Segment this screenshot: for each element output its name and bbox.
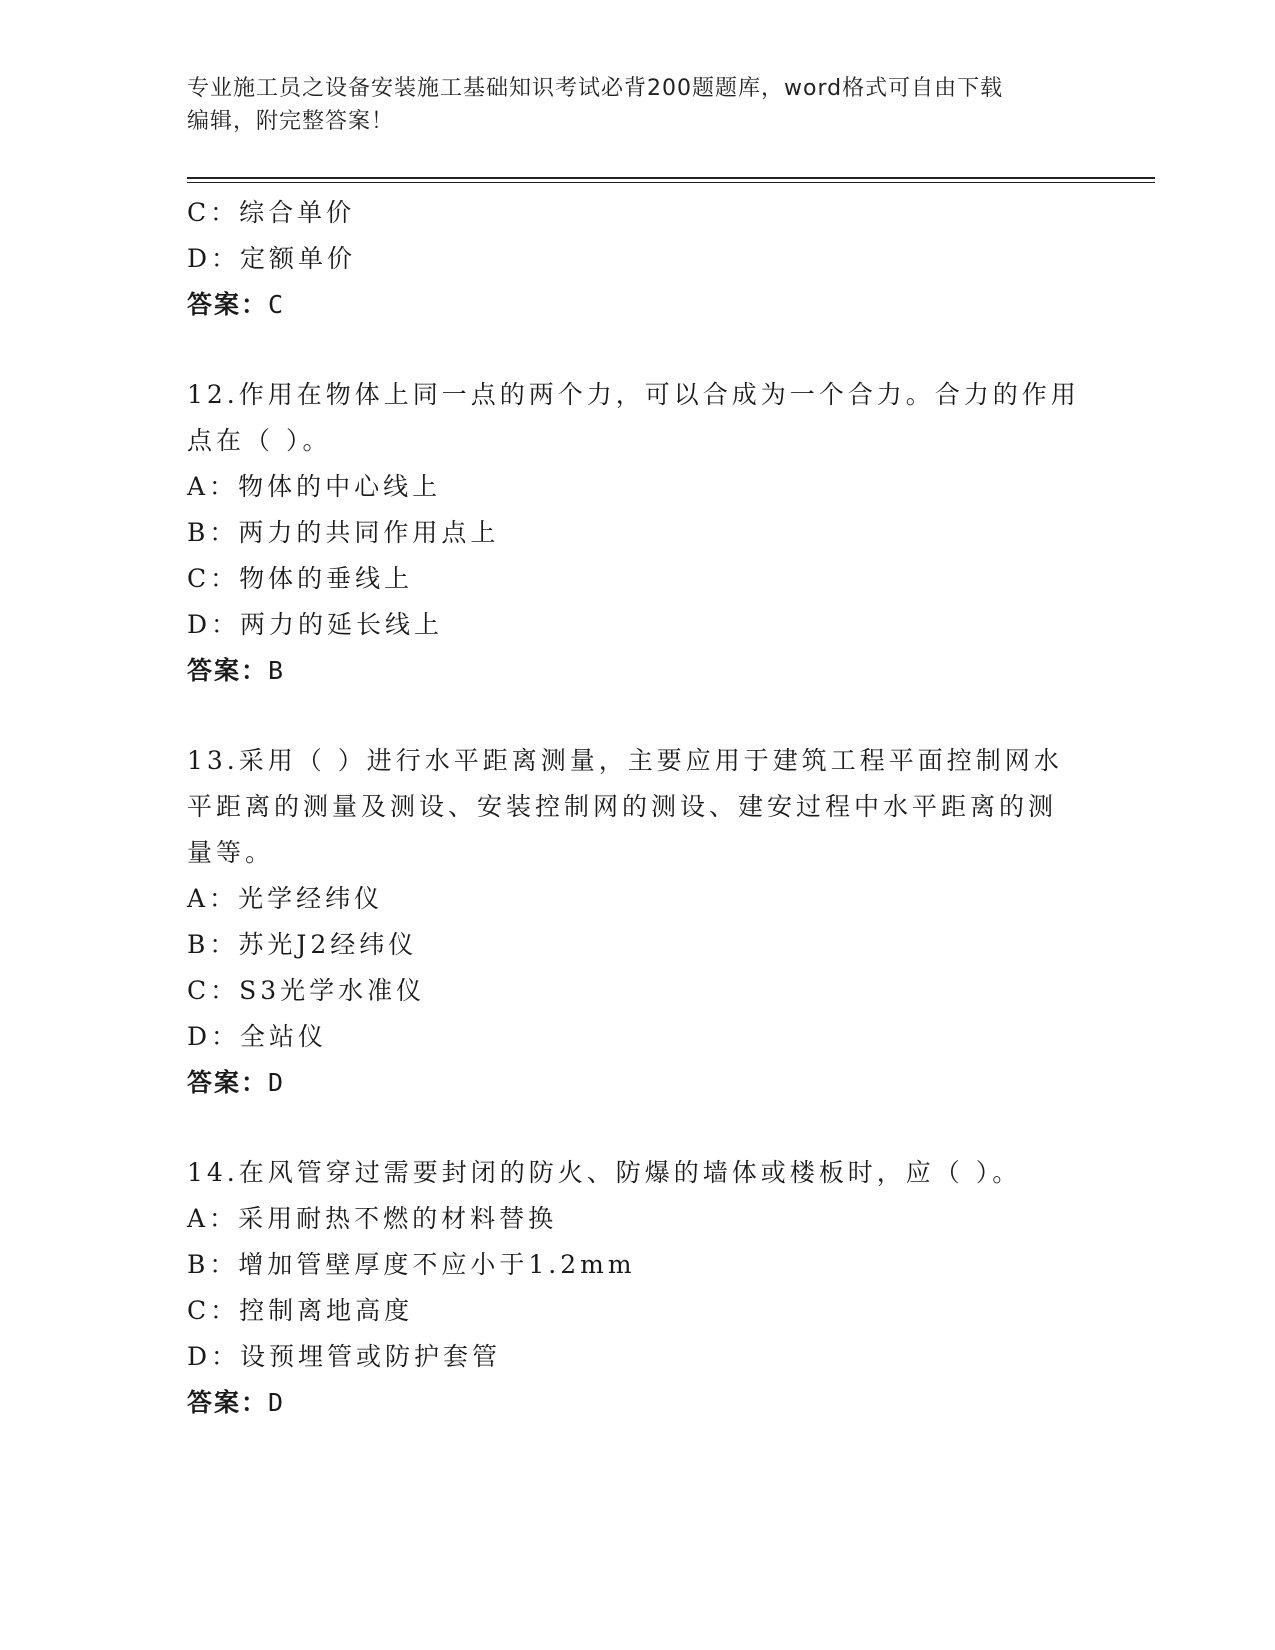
answer: 答案：B: [187, 656, 286, 685]
answer: 答案：C: [187, 290, 286, 319]
question-12: [187, 372, 1087, 694]
question-stem: 量等。: [187, 838, 275, 867]
question-stem: 12.作用在物体上同一点的两个力，可以合成为一个合力。合力的作用: [187, 380, 1080, 409]
answer: 答案：D: [187, 1388, 286, 1417]
option-a: A：物体的中心线上: [187, 472, 442, 501]
option-a: A：光学经纬仪: [187, 884, 384, 913]
question-content: [187, 190, 1087, 1426]
option-c: C：综合单价: [187, 198, 356, 227]
header-line-2: 编辑，附完整答案！: [187, 109, 395, 134]
header-rule-thin: [187, 182, 1155, 183]
question-13: [187, 738, 1087, 1106]
header-rule-thick: [187, 177, 1155, 179]
option-b: B：两力的共同作用点上: [187, 518, 500, 547]
question-stem: 13.采用（ ）进行水平距离测量，主要应用于建筑工程平面控制网水: [187, 746, 1063, 775]
question-stem: 14.在风管穿过需要封闭的防火、防爆的墙体或楼板时，应（ ）。: [187, 1158, 1022, 1187]
option-b: B：苏光J2经纬仪: [187, 930, 418, 959]
option-c: C：物体的垂线上: [187, 564, 414, 593]
option-a: A：采用耐热不燃的材料替换: [187, 1204, 558, 1233]
document-header: [187, 72, 1087, 138]
header-line-1: 专业施工员之设备安装施工基础知识考试必背200题题库，word格式可自由下载: [187, 76, 1004, 101]
option-d: D：定额单价: [187, 244, 357, 273]
question-11-tail: [187, 190, 1087, 328]
answer: 答案：D: [187, 1068, 286, 1097]
question-14: [187, 1150, 1087, 1426]
question-stem: 平距离的测量及测设、安装控制网的测设、建安过程中水平距离的测: [187, 792, 1058, 821]
option-c: C：控制离地高度: [187, 1296, 414, 1325]
option-d: D：设预埋管或防护套管: [187, 1342, 502, 1371]
question-stem: 点在（ ）。: [187, 426, 332, 455]
option-d: D：两力的延长线上: [187, 610, 444, 639]
option-c: C：S3光学水准仪: [187, 976, 426, 1005]
option-d: D：全站仪: [187, 1022, 328, 1051]
option-b: B：增加管壁厚度不应小于1.2mm: [187, 1250, 636, 1279]
